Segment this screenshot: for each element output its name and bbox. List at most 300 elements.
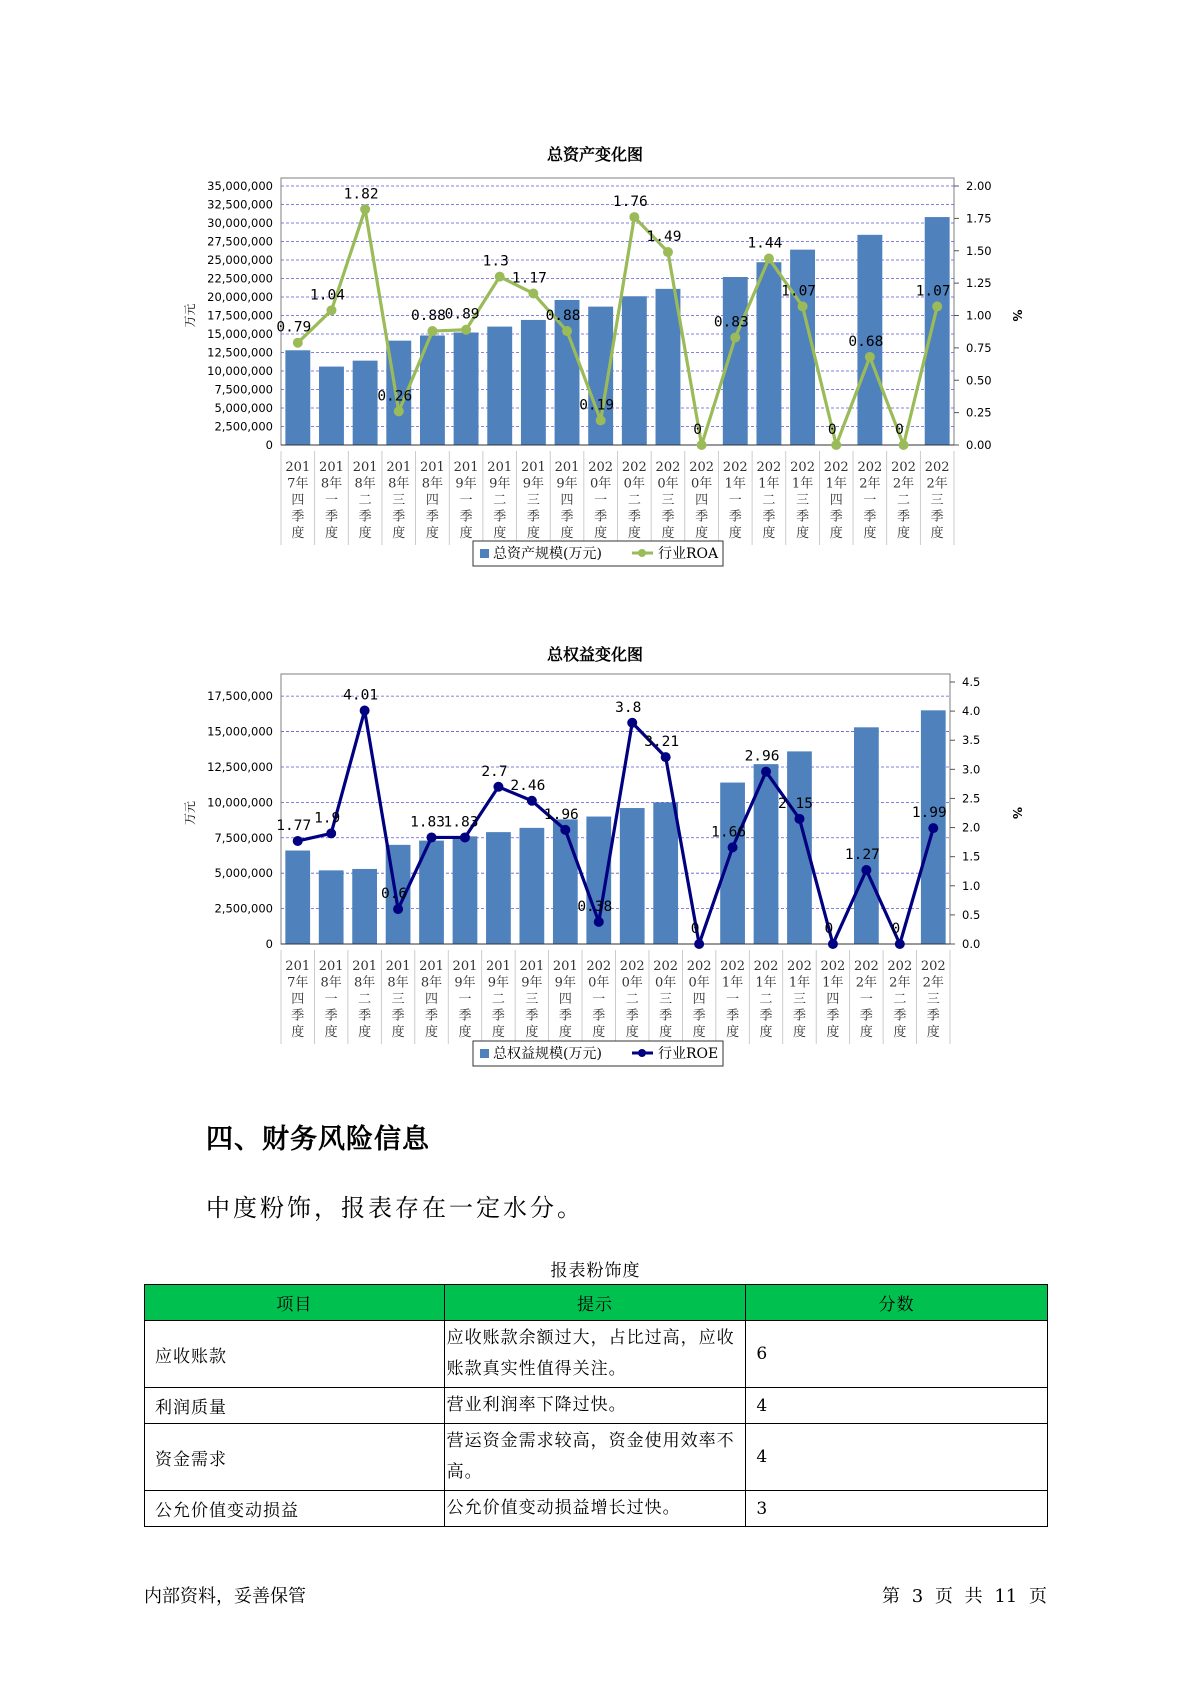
risk-summary: 中度粉饰，报表存在一定水分。 [206,1194,584,1222]
whitewash-table [144,1284,1048,1527]
x-tick-label: 201 [385,959,411,974]
x-tick-label: 度 [594,526,608,541]
x-tick-label: 0年 [621,975,643,991]
x-tick-label: 三 [391,992,405,1007]
data-label: 0.68 [848,333,884,350]
data-label: 1.99 [911,805,947,822]
y-tick-label: 20,000,000 [207,290,273,304]
data-label: 2.15 [778,795,813,812]
line-point [895,939,905,949]
x-tick-label: 8年 [320,476,343,492]
x-tick-label: 2年 [855,975,878,991]
x-tick-label: 9年 [455,476,477,492]
bar [353,361,378,445]
row-score: 4 [746,1424,1048,1491]
chart-title: 总权益变化图 [546,645,644,664]
data-label: 3.8 [615,699,642,716]
y2-tick-label: 1.0 [962,878,981,893]
line-point [427,832,437,842]
table-row [145,1388,1048,1424]
y2-tick-label: 0.00 [966,438,992,452]
x-tick-label: 8年 [387,975,409,991]
x-tick-label: 季 [358,509,372,525]
row-hint: 营业利润率下降过快。 [444,1388,746,1424]
x-tick-label: 度 [526,526,540,541]
y-tick-label: 30,000,000 [207,216,273,230]
x-tick-label: 1年 [822,975,844,991]
x-tick-label: 度 [491,1025,505,1040]
x-tick-label: 二 [897,493,911,508]
x-tick-label: 三 [525,992,539,1007]
data-label: 0.26 [377,388,413,405]
x-tick-label: 度 [525,1025,539,1040]
row-hint: 应收账款余额过大，占比过高，应收账款真实性值得关注。 [444,1321,746,1388]
x-tick-label: 8年 [421,476,444,492]
x-tick-label: 8年 [420,975,443,991]
data-label: 1.3 [482,253,509,270]
bar [453,836,478,944]
y-tick-label: 25,000,000 [207,253,273,267]
x-tick-label: 一 [594,493,608,508]
x-tick-label: 201 [419,959,444,974]
chart-legend [473,1041,723,1066]
x-tick-label: 8年 [354,476,376,492]
x-tick-label: 201 [319,460,344,475]
y2-axis-label: % [1010,806,1024,820]
x-tick-label: 度 [659,1025,673,1040]
x-tick-label: 三 [392,493,406,508]
bar [285,350,310,445]
x-tick-label: 201 [519,959,545,974]
x-tick-label: 度 [627,526,641,541]
x-tick-label: 202 [920,959,946,974]
line-point [928,823,938,833]
legend-line-marker [638,1049,646,1057]
y-tick-label: 12,500,000 [207,759,273,774]
line-point [461,325,471,335]
data-label: 1.44 [747,235,783,252]
total-equity-chart-svg [0,630,1191,1090]
bar [486,832,511,944]
bar [487,327,512,445]
x-tick-label: 季 [897,509,911,525]
bar [519,828,544,944]
line-point [730,333,740,343]
bar [521,320,546,445]
table-row [145,1424,1048,1491]
y2-tick-label: 4.0 [962,704,981,719]
y-axis-label: 万元 [183,800,197,826]
x-tick-label: 202 [756,460,782,475]
y2-tick-label: 1.75 [966,211,992,226]
data-label: 2.7 [481,763,508,780]
x-tick-label: 度 [692,1025,706,1040]
line-point [596,415,606,425]
x-tick-label: 1年 [755,975,777,991]
x-tick-label: 8年 [353,975,376,991]
x-tick-label: 三 [930,493,944,508]
line-point [528,288,538,298]
x-tick-label: 三 [792,992,806,1007]
total-assets-chart [0,130,1191,590]
line-point [932,301,942,311]
x-tick-label: 9年 [454,975,476,991]
x-tick-label: 度 [358,526,372,541]
x-tick-label: 季 [358,1008,372,1024]
total-assets-chart-svg [0,130,1191,590]
table-row [145,1491,1048,1527]
x-tick-label: 1年 [825,476,847,492]
x-tick-label: 度 [459,526,473,541]
x-tick-label: 二 [625,992,639,1007]
x-tick-label: 季 [926,1008,940,1024]
line-point [360,706,370,716]
table-row [145,1321,1048,1388]
y2-tick-label: 3.0 [962,762,981,777]
x-tick-label: 度 [796,526,810,541]
y-tick-label: 17,500,000 [207,689,273,704]
data-label: 0.6 [380,886,408,903]
x-tick-label: 度 [425,526,439,541]
y-tick-label: 17,500,000 [207,308,273,323]
data-label: 0.88 [410,308,446,325]
x-tick-label: 202 [857,460,883,475]
x-tick-label: 季 [726,1008,740,1024]
y2-tick-label: 2.0 [962,820,981,835]
x-tick-label: 季 [762,509,776,525]
x-tick-label: 季 [324,509,338,525]
x-tick-label: 9年 [556,476,578,492]
line-point [761,767,771,777]
line-point [794,814,804,824]
column-header-item: 项目 [145,1285,445,1321]
x-tick-label: 度 [695,526,709,541]
x-tick-label: 三 [659,992,673,1007]
x-tick-label: 四 [425,992,439,1007]
line-point [694,939,704,949]
x-tick-label: 四 [425,493,439,508]
x-tick-label: 201 [318,959,344,974]
y-tick-label: 10,000,000 [207,795,273,810]
x-tick-label: 201 [352,460,378,475]
line-point [360,204,370,214]
x-tick-label: 202 [887,959,913,974]
x-tick-label: 0年 [688,975,710,991]
y-tick-label: 15,000,000 [207,327,273,341]
legend-line-marker [638,549,646,557]
line-point [394,406,404,416]
x-tick-label: 202 [924,460,950,475]
row-score: 4 [746,1388,1048,1424]
x-tick-label: 季 [728,509,742,525]
x-tick-label: 度 [391,1025,405,1040]
y2-tick-label: 4.5 [962,675,981,689]
data-label: 3.21 [644,734,680,751]
line-point [495,272,505,282]
x-tick-label: 202 [853,959,879,974]
x-tick-label: 季 [459,509,473,525]
line-point [663,247,673,257]
x-tick-label: 2年 [859,476,881,492]
line-point [293,836,303,846]
x-tick-label: 9年 [487,975,510,991]
row-item: 资金需求 [145,1424,445,1491]
y-tick-label: 27,500,000 [207,234,273,249]
x-tick-label: 度 [826,1025,840,1040]
x-tick-label: 0年 [655,975,677,991]
x-tick-label: 二 [491,992,505,1007]
x-tick-label: 度 [926,1025,940,1040]
x-tick-label: 度 [759,1025,773,1040]
data-label: 0 [690,921,700,937]
x-tick-label: 度 [728,526,742,541]
x-tick-label: 0年 [590,476,612,492]
x-tick-label: 201 [487,460,513,475]
row-item: 公允价值变动损益 [145,1491,445,1527]
x-tick-label: 季 [425,509,439,525]
line-point [861,865,871,875]
x-tick-label: 一 [863,493,877,508]
x-tick-label: 季 [491,1008,505,1024]
x-tick-label: 0年 [690,476,713,492]
x-tick-label: 202 [790,460,815,475]
y-tick-label: 7,500,000 [214,830,273,845]
data-label: 0.79 [276,319,312,336]
x-tick-label: 一 [459,493,473,508]
x-tick-label: 8年 [388,476,410,492]
x-tick-label: 202 [787,959,812,974]
x-tick-label: 度 [863,526,877,541]
x-tick-label: 度 [291,1025,305,1040]
x-tick-label: 202 [686,959,712,974]
x-tick-label: 季 [893,1008,907,1024]
x-tick-label: 四 [829,493,843,508]
data-label: 0.88 [545,308,581,325]
data-label: 0 [827,422,837,438]
x-tick-label: 度 [893,1025,907,1040]
x-tick-label: 一 [859,992,873,1007]
data-label: 1.9 [314,810,341,827]
x-tick-label: 度 [762,526,776,541]
x-tick-label: 202 [891,460,916,475]
y2-tick-label: 3.5 [962,733,981,748]
legend-bar-label: 总权益规模(万元) [493,1046,602,1062]
data-label: 1.83 [410,814,445,831]
x-tick-label: 0年 [588,975,610,991]
x-tick-label: 季 [392,509,406,525]
line-point [393,904,403,914]
line-point [493,782,503,792]
x-tick-label: 0年 [623,476,645,492]
x-tick-label: 四 [695,493,709,508]
x-tick-label: 一 [324,493,338,508]
y2-tick-label: 2.00 [966,179,992,193]
line-point [562,326,572,336]
y2-axis-label: % [1010,309,1024,322]
x-tick-label: 201 [452,959,478,974]
bar [622,296,647,445]
y-tick-label: 35,000,000 [207,179,273,193]
chart-title: 总资产变化图 [546,145,644,164]
bar [553,819,578,944]
x-tick-label: 202 [720,959,745,974]
bar [854,727,879,944]
data-label: 0 [895,422,904,438]
section-heading: 四、财务风险信息 [206,1124,430,1155]
data-label: 1.07 [781,283,817,300]
x-tick-label: 度 [859,1025,873,1040]
x-tick-label: 二 [358,493,372,508]
x-tick-label: 季 [695,509,709,525]
data-label: 1.77 [276,817,312,834]
line-point [728,842,738,852]
x-tick-label: 度 [625,1025,639,1040]
x-tick-label: 度 [458,1025,472,1040]
x-tick-label: 四 [692,992,706,1007]
data-label: 0 [891,921,901,937]
x-tick-label: 四 [826,992,840,1007]
x-tick-label: 9年 [522,476,545,492]
x-tick-label: 季 [826,1008,840,1024]
bar [656,289,681,445]
footer-confidential: 内部资料，妥善保管 [144,1586,306,1607]
x-tick-label: 季 [291,509,305,525]
y2-tick-label: 1.50 [966,243,992,258]
data-label: 1.49 [646,229,682,246]
row-item: 应收账款 [145,1321,445,1388]
x-tick-label: 202 [823,460,849,475]
x-tick-label: 季 [625,1008,639,1024]
row-item: 利润质量 [145,1388,445,1424]
bar [653,802,678,944]
x-tick-label: 2年 [889,975,911,991]
data-label: 0.83 [713,314,749,331]
x-tick-label: 201 [386,460,412,475]
x-tick-label: 度 [592,1025,606,1040]
legend-line-label: 行业ROA [658,546,719,562]
y2-tick-label: 0.75 [966,340,992,355]
x-tick-label: 一 [458,992,472,1007]
x-tick-label: 9年 [489,476,511,492]
x-tick-label: 2年 [926,476,948,492]
x-tick-label: 季 [627,509,641,525]
y-tick-label: 12,500,000 [207,345,273,360]
footer-page-number: 第 3 页 共 11 页 [882,1586,1047,1607]
y-tick-label: 10,000,000 [207,364,273,378]
data-label: 0.38 [577,898,613,915]
x-tick-label: 度 [358,1025,372,1040]
total-equity-chart [0,630,1191,1090]
x-tick-label: 一 [726,992,740,1007]
x-tick-label: 202 [619,959,645,974]
line-point [627,718,637,728]
x-tick-label: 一 [324,992,338,1007]
bar [454,333,479,445]
line-point [293,338,303,348]
line-point [560,825,570,835]
column-header-score: 分数 [746,1285,1048,1321]
data-label: 0 [693,422,702,438]
x-tick-label: 季 [525,1008,539,1024]
x-tick-label: 7年 [287,476,309,492]
line-point [527,796,537,806]
x-tick-label: 度 [560,526,574,541]
y-tick-label: 15,000,000 [207,724,273,739]
data-label: 1.17 [511,270,547,287]
line-point [594,917,604,927]
line-point [764,254,774,264]
x-tick-label: 202 [621,460,647,475]
row-score: 6 [746,1321,1048,1388]
x-tick-label: 二 [627,493,641,508]
x-tick-label: 201 [453,460,479,475]
x-tick-label: 四 [291,992,305,1007]
legend-bar-swatch [480,1049,489,1058]
line-point [697,440,707,450]
y-tick-label: 5,000,000 [214,401,273,415]
chart-legend [473,541,723,566]
data-label: 1.27 [844,847,880,864]
x-tick-label: 1年 [724,476,746,492]
x-tick-label: 202 [653,959,679,974]
data-label: 4.01 [343,687,379,704]
y2-tick-label: 1.25 [966,276,992,291]
line-point [865,352,875,362]
x-tick-label: 9年 [521,975,543,991]
data-label: 2.46 [510,777,546,794]
bar [319,870,344,944]
bar [285,851,310,944]
x-tick-label: 二 [762,493,776,508]
x-tick-label: 201 [420,460,445,475]
data-label: 0 [824,921,834,937]
x-tick-label: 三 [526,493,540,508]
line-point [460,832,470,842]
y-tick-label: 0 [265,438,273,452]
y2-tick-label: 0.25 [966,405,992,420]
data-label: 2.96 [744,748,780,765]
x-tick-label: 一 [728,493,742,508]
column-header-hint: 提示 [444,1285,746,1321]
table-header-row [145,1285,1048,1321]
x-tick-label: 度 [661,526,675,541]
y2-tick-label: 0.5 [962,907,981,922]
x-tick-label: 7年 [287,975,309,991]
x-tick-label: 度 [558,1025,572,1040]
x-tick-label: 1年 [788,975,811,991]
x-tick-label: 度 [930,526,944,541]
x-tick-label: 季 [526,509,540,525]
x-tick-label: 201 [285,460,311,475]
data-label: 1.83 [443,814,479,831]
legend-bar-label: 总资产规模(万元) [493,546,602,562]
line-point [798,301,808,311]
x-tick-label: 度 [291,526,305,541]
x-tick-label: 度 [792,1025,806,1040]
x-tick-label: 2年 [922,975,944,991]
x-tick-label: 季 [458,1008,472,1024]
line-point [326,305,336,315]
x-tick-label: 度 [324,1025,338,1040]
x-tick-label: 三 [661,493,675,508]
x-tick-label: 201 [552,959,578,974]
x-tick-label: 202 [586,959,612,974]
data-label: 1.82 [343,186,379,203]
row-hint: 营运资金需求较高，资金使用效率不高。 [444,1424,746,1491]
x-tick-label: 1年 [758,476,780,492]
legend-bar-swatch [480,549,489,558]
x-tick-label: 季 [863,509,877,525]
